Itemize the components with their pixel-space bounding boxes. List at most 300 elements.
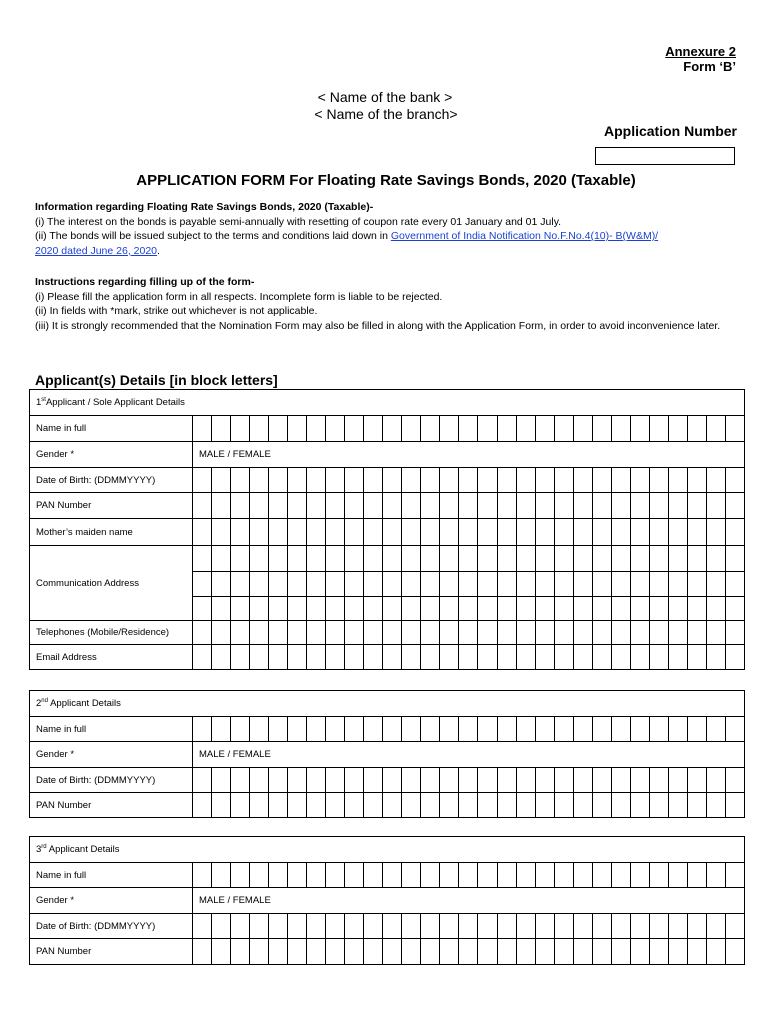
letter-box[interactable] xyxy=(649,863,668,888)
letter-box[interactable] xyxy=(535,416,554,442)
letter-box[interactable] xyxy=(383,519,402,546)
letter-box[interactable] xyxy=(573,572,592,597)
letter-box[interactable] xyxy=(288,416,307,442)
letter-box[interactable] xyxy=(668,493,687,519)
letter-box[interactable] xyxy=(649,572,668,597)
letter-box[interactable] xyxy=(630,519,649,546)
letter-box[interactable] xyxy=(592,621,611,645)
letter-box[interactable] xyxy=(725,645,744,670)
letter-box[interactable] xyxy=(459,416,478,442)
letter-box[interactable] xyxy=(649,768,668,793)
letter-box[interactable] xyxy=(497,519,516,546)
letter-box[interactable] xyxy=(345,493,364,519)
letter-box[interactable] xyxy=(535,621,554,645)
letter-box[interactable] xyxy=(269,546,288,572)
letter-box[interactable] xyxy=(402,768,421,793)
letter-box[interactable] xyxy=(573,645,592,670)
letter-box[interactable] xyxy=(725,914,744,939)
letter-box[interactable] xyxy=(326,572,345,597)
letter-box[interactable] xyxy=(364,468,383,493)
letter-box[interactable] xyxy=(668,793,687,818)
letter-box[interactable] xyxy=(516,468,535,493)
letter-box[interactable] xyxy=(459,546,478,572)
letter-box[interactable] xyxy=(630,416,649,442)
letter-box[interactable] xyxy=(535,572,554,597)
letter-box[interactable] xyxy=(364,717,383,742)
letter-box[interactable] xyxy=(288,493,307,519)
letter-box[interactable] xyxy=(307,493,326,519)
letter-box[interactable] xyxy=(383,645,402,670)
notification-link-date[interactable]: 2020 dated June 26, 2020 xyxy=(35,244,158,257)
letter-box[interactable] xyxy=(421,493,440,519)
letter-box[interactable] xyxy=(535,519,554,546)
letter-box[interactable] xyxy=(478,863,497,888)
letter-box[interactable] xyxy=(402,597,421,621)
letter-box[interactable] xyxy=(478,546,497,572)
letter-box[interactable] xyxy=(440,597,459,621)
letter-box[interactable] xyxy=(307,468,326,493)
letter-box[interactable] xyxy=(459,793,478,818)
letter-box[interactable] xyxy=(497,468,516,493)
letter-box[interactable] xyxy=(535,468,554,493)
letter-box[interactable] xyxy=(573,793,592,818)
letter-box[interactable] xyxy=(535,717,554,742)
letter-box[interactable] xyxy=(497,572,516,597)
letter-box[interactable] xyxy=(478,768,497,793)
letter-box[interactable] xyxy=(364,793,383,818)
letter-box[interactable] xyxy=(497,939,516,965)
letter-box[interactable] xyxy=(478,416,497,442)
letter-box[interactable] xyxy=(649,416,668,442)
letter-box[interactable] xyxy=(573,914,592,939)
letter-box[interactable] xyxy=(554,416,573,442)
letter-box[interactable] xyxy=(535,546,554,572)
letter-box[interactable] xyxy=(269,768,288,793)
letter-box[interactable] xyxy=(630,493,649,519)
letter-box[interactable] xyxy=(554,717,573,742)
letter-box[interactable] xyxy=(326,793,345,818)
letter-box[interactable] xyxy=(497,768,516,793)
letter-box[interactable] xyxy=(421,597,440,621)
letter-box[interactable] xyxy=(250,863,269,888)
letter-box[interactable] xyxy=(554,793,573,818)
letter-box[interactable] xyxy=(345,768,364,793)
letter-box[interactable] xyxy=(250,468,269,493)
letter-box[interactable] xyxy=(592,468,611,493)
letter-box[interactable] xyxy=(687,572,706,597)
letter-box[interactable] xyxy=(706,768,725,793)
letter-box[interactable] xyxy=(364,572,383,597)
letter-box[interactable] xyxy=(307,572,326,597)
letter-box[interactable] xyxy=(212,416,231,442)
letter-box[interactable] xyxy=(516,546,535,572)
letter-box[interactable] xyxy=(687,793,706,818)
letter-box[interactable] xyxy=(231,416,250,442)
letter-box[interactable] xyxy=(725,621,744,645)
letter-box[interactable] xyxy=(326,519,345,546)
letter-box[interactable] xyxy=(478,645,497,670)
letter-box[interactable] xyxy=(630,793,649,818)
letter-box[interactable] xyxy=(288,546,307,572)
letter-box[interactable] xyxy=(668,572,687,597)
letter-box[interactable] xyxy=(649,621,668,645)
letter-box[interactable] xyxy=(421,717,440,742)
letter-box[interactable] xyxy=(307,416,326,442)
letter-box[interactable] xyxy=(307,768,326,793)
letter-box[interactable] xyxy=(250,597,269,621)
letter-box[interactable] xyxy=(649,493,668,519)
letter-box[interactable] xyxy=(383,863,402,888)
letter-box[interactable] xyxy=(193,416,212,442)
letter-box[interactable] xyxy=(193,793,212,818)
letter-box[interactable] xyxy=(326,717,345,742)
letter-box[interactable] xyxy=(250,572,269,597)
letter-box[interactable] xyxy=(193,717,212,742)
letter-box[interactable] xyxy=(725,519,744,546)
letter-box[interactable] xyxy=(478,793,497,818)
letter-box[interactable] xyxy=(345,468,364,493)
letter-box[interactable] xyxy=(725,597,744,621)
letter-box[interactable] xyxy=(193,493,212,519)
letter-box[interactable] xyxy=(421,645,440,670)
letter-box[interactable] xyxy=(231,468,250,493)
letter-box[interactable] xyxy=(630,717,649,742)
letter-box[interactable] xyxy=(231,597,250,621)
letter-box[interactable] xyxy=(307,717,326,742)
letter-box[interactable] xyxy=(706,717,725,742)
letter-box[interactable] xyxy=(611,416,630,442)
letter-box[interactable] xyxy=(345,416,364,442)
letter-box[interactable] xyxy=(649,914,668,939)
letter-box[interactable] xyxy=(345,914,364,939)
letter-box[interactable] xyxy=(212,519,231,546)
letter-box[interactable] xyxy=(421,572,440,597)
letter-box[interactable] xyxy=(668,546,687,572)
letter-box[interactable] xyxy=(706,519,725,546)
letter-box[interactable] xyxy=(687,645,706,670)
letter-box[interactable] xyxy=(630,939,649,965)
letter-box[interactable] xyxy=(554,914,573,939)
letter-box[interactable] xyxy=(668,863,687,888)
letter-box[interactable] xyxy=(364,645,383,670)
letter-box[interactable] xyxy=(364,493,383,519)
letter-box[interactable] xyxy=(269,717,288,742)
letter-box[interactable] xyxy=(706,645,725,670)
letter-box[interactable] xyxy=(307,597,326,621)
letter-box[interactable] xyxy=(497,621,516,645)
letter-box[interactable] xyxy=(402,914,421,939)
letter-box[interactable] xyxy=(345,597,364,621)
letter-box[interactable] xyxy=(535,768,554,793)
letter-box[interactable] xyxy=(592,572,611,597)
letter-box[interactable] xyxy=(421,546,440,572)
letter-box[interactable] xyxy=(459,468,478,493)
letter-box[interactable] xyxy=(250,416,269,442)
letter-box[interactable] xyxy=(459,645,478,670)
letter-box[interactable] xyxy=(630,914,649,939)
letter-box[interactable] xyxy=(611,468,630,493)
letter-box[interactable] xyxy=(288,863,307,888)
letter-box[interactable] xyxy=(440,914,459,939)
letter-box[interactable] xyxy=(212,768,231,793)
letter-box[interactable] xyxy=(687,768,706,793)
letter-box[interactable] xyxy=(630,597,649,621)
letter-box[interactable] xyxy=(611,621,630,645)
letter-box[interactable] xyxy=(212,939,231,965)
letter-box[interactable] xyxy=(307,645,326,670)
letter-box[interactable] xyxy=(573,717,592,742)
letter-box[interactable] xyxy=(725,572,744,597)
letter-box[interactable] xyxy=(231,939,250,965)
letter-box[interactable] xyxy=(326,863,345,888)
letter-box[interactable] xyxy=(250,793,269,818)
letter-box[interactable] xyxy=(212,572,231,597)
letter-box[interactable] xyxy=(668,939,687,965)
letter-box[interactable] xyxy=(288,519,307,546)
letter-box[interactable] xyxy=(345,863,364,888)
letter-box[interactable] xyxy=(440,416,459,442)
letter-box[interactable] xyxy=(250,519,269,546)
letter-box[interactable] xyxy=(649,519,668,546)
letter-box[interactable] xyxy=(459,717,478,742)
letter-box[interactable] xyxy=(706,416,725,442)
letter-box[interactable] xyxy=(592,416,611,442)
letter-box[interactable] xyxy=(535,597,554,621)
letter-box[interactable] xyxy=(345,717,364,742)
letter-box[interactable] xyxy=(459,572,478,597)
letter-box[interactable] xyxy=(554,939,573,965)
letter-box[interactable] xyxy=(687,416,706,442)
letter-box[interactable] xyxy=(592,717,611,742)
letter-box[interactable] xyxy=(668,645,687,670)
letter-box[interactable] xyxy=(364,863,383,888)
letter-box[interactable] xyxy=(250,914,269,939)
letter-box[interactable] xyxy=(440,493,459,519)
letter-box[interactable] xyxy=(288,621,307,645)
letter-box[interactable] xyxy=(459,621,478,645)
letter-box[interactable] xyxy=(516,939,535,965)
letter-box[interactable] xyxy=(573,768,592,793)
letter-box[interactable] xyxy=(725,863,744,888)
letter-box[interactable] xyxy=(326,468,345,493)
letter-box[interactable] xyxy=(250,493,269,519)
letter-box[interactable] xyxy=(668,416,687,442)
letter-box[interactable] xyxy=(193,768,212,793)
letter-box[interactable] xyxy=(592,914,611,939)
letter-box[interactable] xyxy=(630,645,649,670)
letter-box[interactable] xyxy=(269,645,288,670)
letter-box[interactable] xyxy=(193,645,212,670)
letter-box[interactable] xyxy=(554,597,573,621)
letter-box[interactable] xyxy=(288,914,307,939)
letter-box[interactable] xyxy=(478,519,497,546)
letter-box[interactable] xyxy=(383,939,402,965)
letter-box[interactable] xyxy=(288,793,307,818)
letter-box[interactable] xyxy=(573,416,592,442)
letter-box[interactable] xyxy=(478,621,497,645)
letter-box[interactable] xyxy=(364,416,383,442)
letter-box[interactable] xyxy=(193,863,212,888)
letter-box[interactable] xyxy=(231,493,250,519)
letter-box[interactable] xyxy=(193,621,212,645)
letter-box[interactable] xyxy=(250,645,269,670)
letter-box[interactable] xyxy=(231,546,250,572)
letter-box[interactable] xyxy=(345,572,364,597)
letter-box[interactable] xyxy=(630,546,649,572)
letter-box[interactable] xyxy=(421,519,440,546)
letter-box[interactable] xyxy=(326,621,345,645)
letter-box[interactable] xyxy=(364,914,383,939)
letter-box[interactable] xyxy=(535,914,554,939)
letter-box[interactable] xyxy=(687,468,706,493)
letter-box[interactable] xyxy=(288,572,307,597)
letter-box[interactable] xyxy=(231,621,250,645)
letter-box[interactable] xyxy=(307,939,326,965)
letter-box[interactable] xyxy=(497,645,516,670)
letter-box[interactable] xyxy=(250,717,269,742)
letter-box[interactable] xyxy=(326,939,345,965)
letter-box[interactable] xyxy=(554,768,573,793)
letter-box[interactable] xyxy=(345,519,364,546)
letter-box[interactable] xyxy=(326,597,345,621)
letter-box[interactable] xyxy=(193,572,212,597)
letter-box[interactable] xyxy=(725,546,744,572)
letter-box[interactable] xyxy=(212,546,231,572)
letter-box[interactable] xyxy=(269,863,288,888)
letter-box[interactable] xyxy=(516,597,535,621)
letter-box[interactable] xyxy=(364,621,383,645)
letter-box[interactable] xyxy=(383,468,402,493)
letter-box[interactable] xyxy=(497,914,516,939)
letter-box[interactable] xyxy=(706,572,725,597)
letter-box[interactable] xyxy=(459,493,478,519)
letter-box[interactable] xyxy=(687,546,706,572)
letter-box[interactable] xyxy=(269,519,288,546)
letter-box[interactable] xyxy=(193,468,212,493)
letter-box[interactable] xyxy=(592,519,611,546)
letter-box[interactable] xyxy=(383,597,402,621)
letter-box[interactable] xyxy=(364,768,383,793)
letter-box[interactable] xyxy=(592,793,611,818)
letter-box[interactable] xyxy=(231,519,250,546)
letter-box[interactable] xyxy=(554,468,573,493)
letter-box[interactable] xyxy=(478,493,497,519)
letter-box[interactable] xyxy=(706,793,725,818)
letter-box[interactable] xyxy=(687,863,706,888)
letter-box[interactable] xyxy=(440,572,459,597)
letter-box[interactable] xyxy=(212,493,231,519)
letter-box[interactable] xyxy=(326,546,345,572)
letter-box[interactable] xyxy=(269,621,288,645)
letter-box[interactable] xyxy=(497,863,516,888)
letter-box[interactable] xyxy=(383,768,402,793)
letter-box[interactable] xyxy=(554,572,573,597)
letter-box[interactable] xyxy=(459,519,478,546)
letter-box[interactable] xyxy=(212,645,231,670)
letter-box[interactable] xyxy=(611,546,630,572)
letter-box[interactable] xyxy=(421,468,440,493)
letter-box[interactable] xyxy=(307,519,326,546)
letter-box[interactable] xyxy=(687,939,706,965)
letter-box[interactable] xyxy=(364,546,383,572)
letter-box[interactable] xyxy=(630,572,649,597)
letter-box[interactable] xyxy=(687,621,706,645)
letter-box[interactable] xyxy=(250,621,269,645)
letter-box[interactable] xyxy=(269,597,288,621)
letter-box[interactable] xyxy=(535,493,554,519)
letter-box[interactable] xyxy=(402,546,421,572)
letter-box[interactable] xyxy=(497,717,516,742)
letter-box[interactable] xyxy=(516,768,535,793)
field-value-gender[interactable]: MALE / FEMALE xyxy=(193,742,745,768)
letter-box[interactable] xyxy=(402,468,421,493)
letter-box[interactable] xyxy=(231,914,250,939)
letter-box[interactable] xyxy=(269,914,288,939)
letter-box[interactable] xyxy=(288,645,307,670)
letter-box[interactable] xyxy=(516,519,535,546)
letter-box[interactable] xyxy=(250,768,269,793)
letter-box[interactable] xyxy=(478,572,497,597)
letter-box[interactable] xyxy=(383,914,402,939)
letter-box[interactable] xyxy=(649,645,668,670)
letter-box[interactable] xyxy=(212,717,231,742)
letter-box[interactable] xyxy=(421,914,440,939)
letter-box[interactable] xyxy=(611,519,630,546)
letter-box[interactable] xyxy=(288,468,307,493)
letter-box[interactable] xyxy=(516,621,535,645)
letter-box[interactable] xyxy=(535,939,554,965)
letter-box[interactable] xyxy=(402,717,421,742)
letter-box[interactable] xyxy=(421,416,440,442)
letter-box[interactable] xyxy=(269,572,288,597)
letter-box[interactable] xyxy=(421,768,440,793)
letter-box[interactable] xyxy=(573,939,592,965)
letter-box[interactable] xyxy=(250,546,269,572)
letter-box[interactable] xyxy=(364,939,383,965)
letter-box[interactable] xyxy=(611,717,630,742)
letter-box[interactable] xyxy=(193,519,212,546)
letter-box[interactable] xyxy=(497,546,516,572)
letter-box[interactable] xyxy=(516,914,535,939)
letter-box[interactable] xyxy=(706,914,725,939)
letter-box[interactable] xyxy=(725,493,744,519)
letter-box[interactable] xyxy=(649,468,668,493)
letter-box[interactable] xyxy=(459,597,478,621)
letter-box[interactable] xyxy=(459,863,478,888)
notification-link[interactable]: Government of India Notification No.F.No.4(10)- B(W&M)/ xyxy=(390,230,659,242)
letter-box[interactable] xyxy=(725,768,744,793)
letter-box[interactable] xyxy=(440,468,459,493)
letter-box[interactable] xyxy=(402,863,421,888)
letter-box[interactable] xyxy=(364,519,383,546)
letter-box[interactable] xyxy=(649,717,668,742)
letter-box[interactable] xyxy=(535,793,554,818)
letter-box[interactable] xyxy=(668,914,687,939)
letter-box[interactable] xyxy=(231,863,250,888)
letter-box[interactable] xyxy=(668,597,687,621)
letter-box[interactable] xyxy=(231,793,250,818)
letter-box[interactable] xyxy=(535,645,554,670)
letter-box[interactable] xyxy=(668,468,687,493)
letter-box[interactable] xyxy=(440,717,459,742)
letter-box[interactable] xyxy=(440,768,459,793)
letter-box[interactable] xyxy=(421,863,440,888)
letter-box[interactable] xyxy=(497,793,516,818)
letter-box[interactable] xyxy=(440,621,459,645)
letter-box[interactable] xyxy=(440,546,459,572)
letter-box[interactable] xyxy=(269,468,288,493)
letter-box[interactable] xyxy=(231,768,250,793)
